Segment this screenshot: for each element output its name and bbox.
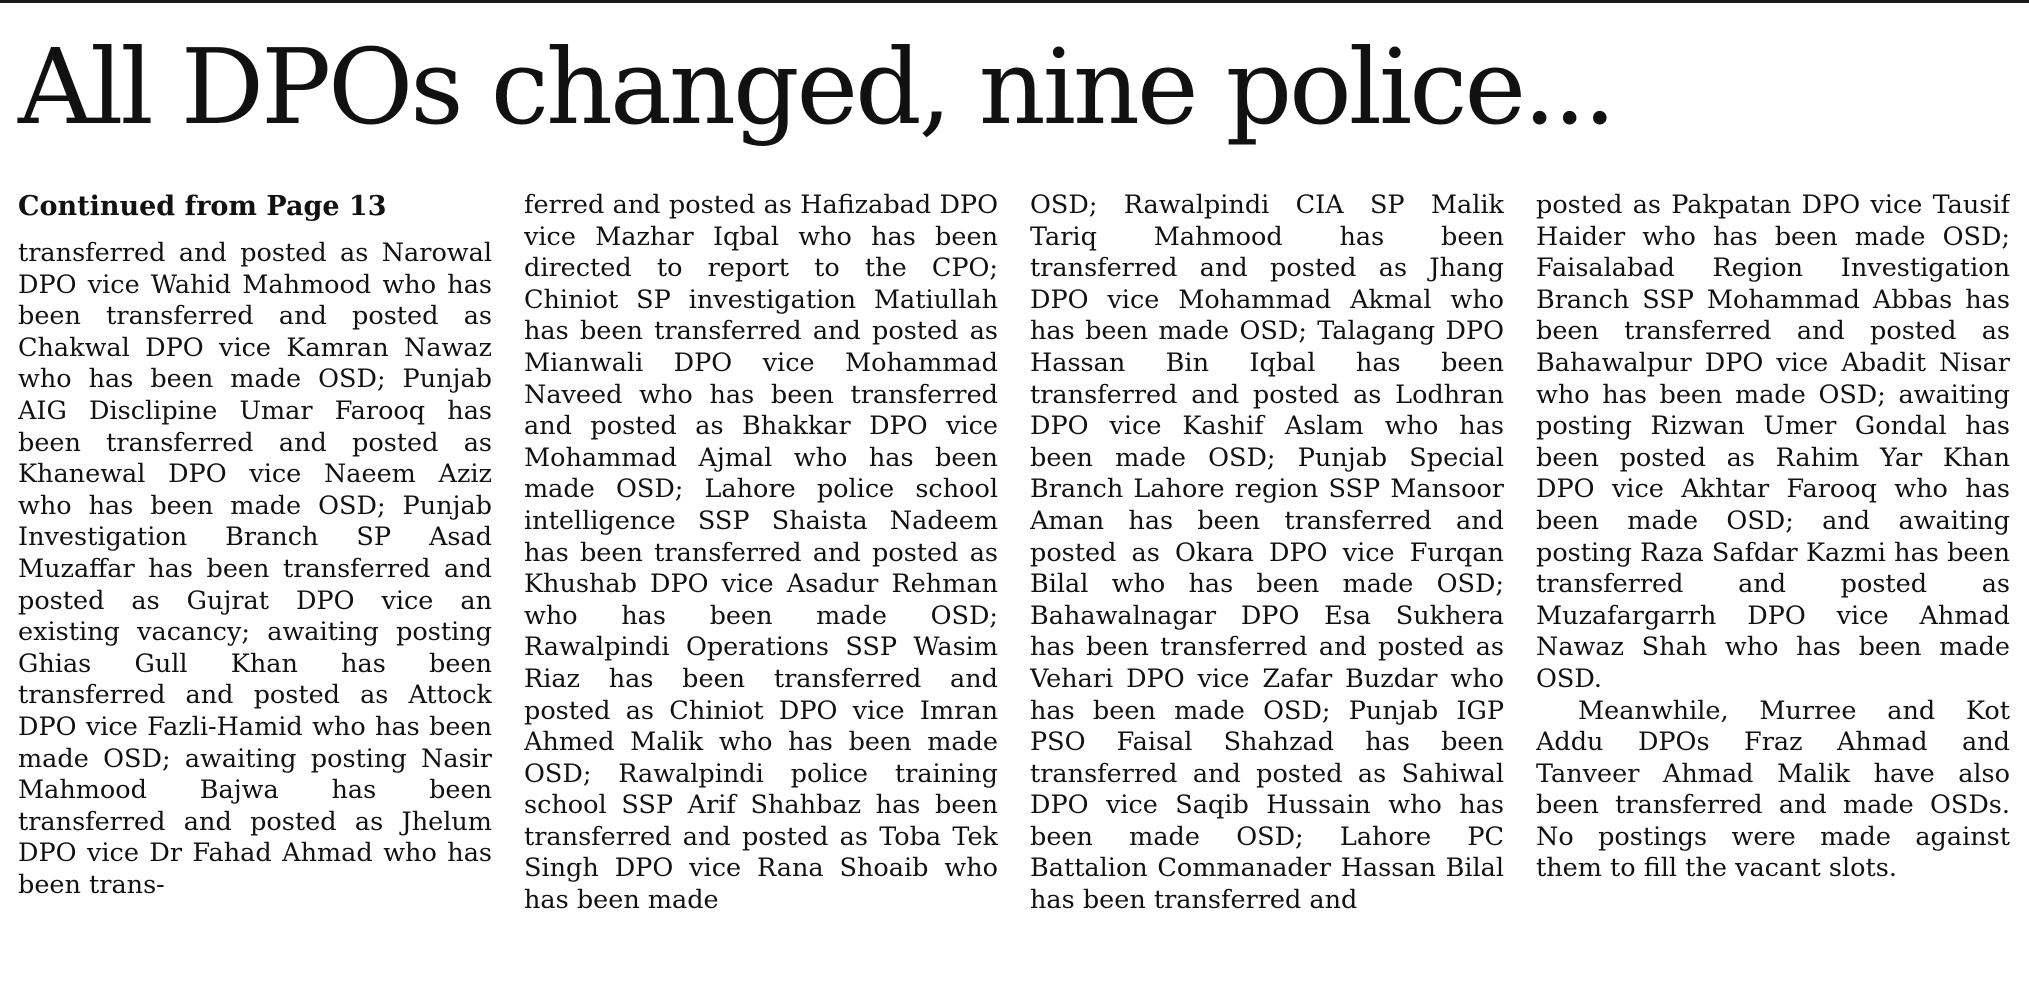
paragraph: posted as Pakpatan DPO vice Tausif Haider who has been made OSD; Faisalabad Region Investigation Branch SSP Mohammad Abbas has been transferred and posted as Bahawalpur DPO vice Abadit Nisar who has been made OSD; awaiting posting Rizwan Umer Gondal has been posted as Rahim Yar Khan DPO vice Akhtar Farooq who has been made OSD; and awaiting posting Raza Safdar Kazmi has been transferred and posted as Muzafargarrh DPO vice Ahmad Nawaz Shah who has been made OSD. <box>1536 190 2010 694</box>
paragraph: ferred and posted as Hafizabad DPO vice Mazhar Iqbal who has been directed to report to the CPO; Chiniot SP investigation Matiullah has been transferred and posted as Mianwali DPO vice Mohammad Naveed who has been transferred and posted as Bhakkar DPO vice Mohammad Ajmal who has been made OSD; Lahore police school intelligence SSP Shaista Nadeem has been transferred and posted as Khushab DPO vice Asadur Rehman who has been made OSD; Rawalpindi Operations SSP Wasim Riaz has been transferred and posted as Chiniot DPO vice Imran Ahmed Malik who has been made OSD; Rawalpindi police training school SSP Arif Shahbaz has been transferred and posted as Toba Tek Singh DPO vice Rana Shoaib who has been made <box>524 190 998 916</box>
headline: All DPOs changed, nine police... <box>18 26 1614 148</box>
paragraph: Meanwhile, Murree and Kot Addu DPOs Fraz Ahmad and Tanveer Ahmad Malik have also been transferred and made OSDs. No postings were made against them to fill the vacant slots. <box>1536 695 2010 884</box>
column-3 <box>1030 190 1504 974</box>
continued-from-label: Continued from Page 13 <box>18 191 387 222</box>
paragraph: transferred and posted as Narowal DPO vice Wahid Mahmood who has been transferred and posted as Chakwal DPO vice Kamran Nawaz who has been made OSD; Punjab AIG Disclipine Umar Farooq has been transferred and posted as Khanewal DPO vice Naeem Aziz who has been made OSD; Punjab Investigation Branch SP Asad Muzaffar has been transferred and posted as Gujrat DPO vice an existing vacancy; awaiting posting Ghias Gull Khan has been transferred and posted as Attock DPO vice Fazli-Hamid who has been made OSD; awaiting posting Nasir Mahmood Bajwa has been transferred and posted as Jhelum DPO vice Dr Fahad Ahmad who has been trans- <box>18 238 492 900</box>
article-body <box>18 190 2010 974</box>
column-4 <box>1536 190 2010 974</box>
column-2 <box>524 190 998 974</box>
column-1 <box>18 190 492 974</box>
paragraph: OSD; Rawalpindi CIA SP Malik Tariq Mahmood has been transferred and posted as Jhang DPO vice Mohammad Akmal who has been made OSD; Talagang DPO Hassan Bin Iqbal has been transferred and posted as Lodhran DPO vice Kashif Aslam who has been made OSD; Punjab Special Branch Lahore region SSP Mansoor Aman has been transferred and posted as Okara DPO vice Furqan Bilal who has been made OSD; Bahawalnagar DPO Esa Sukhera has been transferred and posted as Vehari DPO vice Zafar Buzdar who has been made OSD; Punjab IGP PSO Faisal Shahzad has been transferred and posted as Sahiwal DPO vice Saqib Hussain who has been made OSD; Lahore PC Battalion Commanader Hassan Bilal has been transferred and <box>1030 190 1504 916</box>
top-rule <box>0 0 2029 3</box>
